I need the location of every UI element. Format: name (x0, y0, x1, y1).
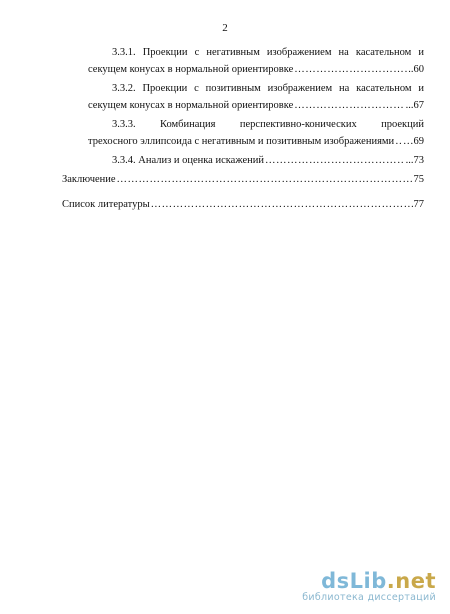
watermark (302, 570, 436, 604)
toc-entry-3-3-1[interactable] (62, 44, 424, 78)
toc-entry-3-3-2[interactable] (62, 80, 424, 114)
watermark-logo: dsLib.net (321, 569, 436, 593)
page-number: 2 (222, 22, 228, 34)
toc-entry-page: 77 (413, 199, 424, 210)
watermark-subtitle: библиотека диссертаций (302, 592, 436, 603)
dot-leader (117, 171, 413, 188)
toc-entry-conclusion[interactable] (62, 171, 424, 188)
toc-entry-title-line2: трехосного эллипсоида с негативным и позитивным изображениями (88, 136, 395, 147)
toc-entry-page: …69 (403, 136, 424, 147)
toc-entry-references[interactable] (62, 196, 424, 213)
dot-leader (395, 133, 402, 150)
toc-entry-title-line1: 3.3.3. Комбинация перспективно-конических проекций (112, 119, 424, 130)
toc-entry-title-line2: секущем конусах в нормальной ориентировке (88, 100, 294, 111)
table-of-contents (62, 44, 424, 213)
dot-leader (151, 196, 413, 213)
toc-entry-title-line1: 3.3.1. Проекции с негативным изображением на касательном и (112, 47, 424, 58)
toc-entry-page: ...73 (405, 155, 424, 166)
toc-entry-page: ...67 (405, 100, 424, 111)
toc-entry-3-3-4[interactable] (62, 152, 424, 169)
toc-entry-3-3-3[interactable] (62, 116, 424, 150)
dot-leader (294, 97, 404, 114)
dot-leader (294, 61, 407, 78)
toc-entry-page: 75 (413, 174, 424, 185)
toc-entry-title: Заключение (62, 174, 116, 185)
toc-entry-title-line1: 3.3.2. Проекции с позитивным изображением на касательном и (112, 83, 424, 94)
toc-entry-title-line2: секущем конусах в нормальной ориентировке (88, 64, 294, 75)
toc-entry-title: 3.3.4. Анализ и оценка искажений (112, 155, 264, 166)
toc-entry-title: Список литературы (62, 199, 150, 210)
toc-entry-page: ..60 (408, 64, 424, 75)
dot-leader (265, 152, 405, 169)
